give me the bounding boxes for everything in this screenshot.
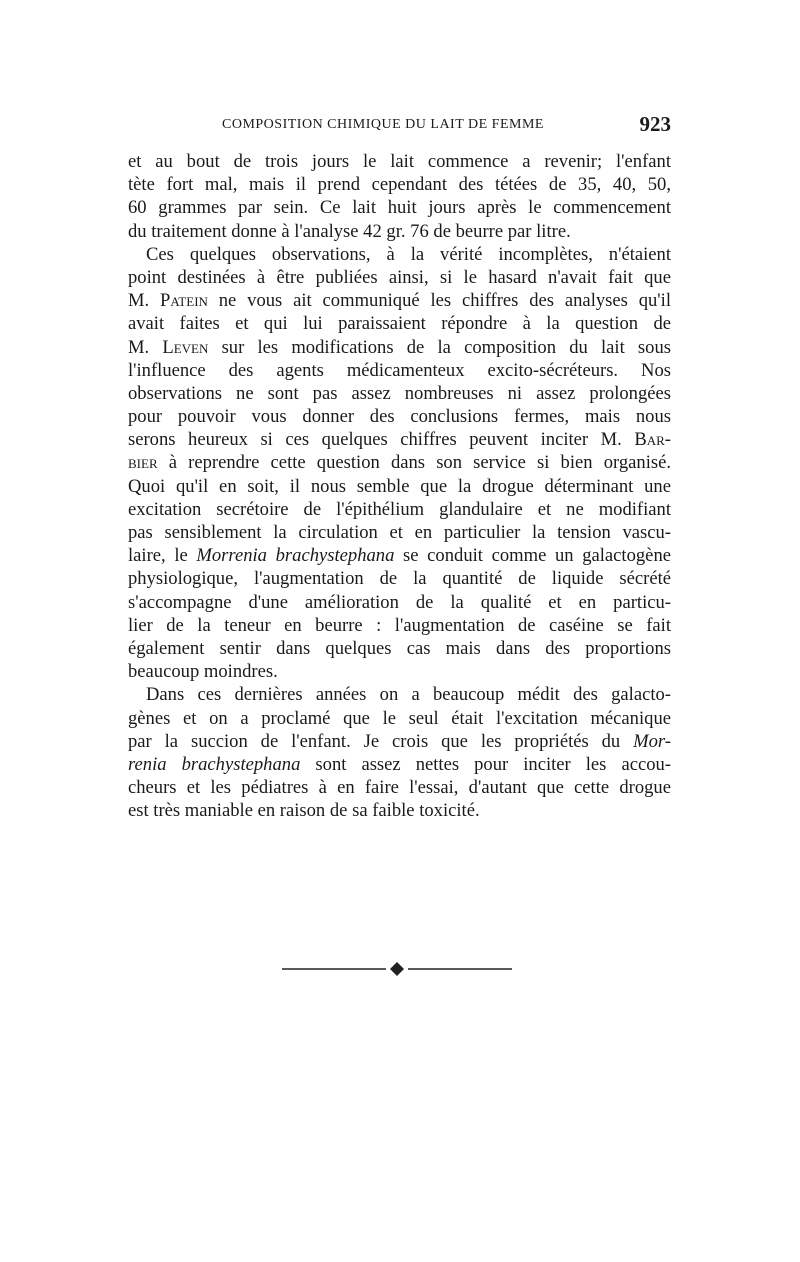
text-line: physiologique, l'augmentation de la quantité de liquide sécrété (128, 568, 671, 590)
text-line: point destinées à être publiées ainsi, si le hasard n'avait fait que (128, 266, 671, 288)
text-line: avait faites et qui lui paraissaient répondre à la question de (128, 313, 671, 335)
text-line (128, 753, 671, 776)
text-line: gènes et on a proclamé que le seul était l'excitation mécanique (128, 707, 671, 729)
text-fragment: ne vous ait communiqué les chiffres des analyses qu'il (207, 290, 671, 312)
text-line (128, 730, 671, 753)
text-line: s'accompagne d'une amélioration de la qualité et en particu- (128, 591, 671, 613)
text-line (128, 544, 671, 567)
text-line: l'influence des agents médicamenteux excito-sécréteurs. Nos (128, 359, 671, 381)
text-line: Quoi qu'il en soit, il nous semble que la drogue déterminant une (128, 475, 671, 497)
species-name: renia brachystephana (128, 753, 301, 775)
section-end-ornament (282, 958, 512, 980)
text-line (128, 428, 671, 451)
author-name-barbier-end: bier (128, 452, 158, 474)
species-name: Morrenia brachystephana (196, 545, 395, 567)
text-fragment: à reprendre cette question dans son service si bien organisé. (157, 452, 671, 474)
text-fragment: se conduit comme un galactogène (394, 545, 671, 567)
text-line: excitation secrétoire de l'épithélium glandulaire et ne modifiant (128, 498, 671, 520)
paragraph-start-line: Ces quelques observations, à la vérité incomplètes, n'étaient (146, 243, 671, 265)
text-fragment: sont assez nettes pour inciter les accou- (300, 753, 671, 775)
running-head (128, 112, 671, 142)
paragraph-start-line: Dans ces dernières années on a beaucoup médit des galacto- (146, 684, 671, 706)
text-fragment: laire, le (128, 545, 197, 567)
text-line: pas sensiblement la circulation et en particulier la tension vascu- (128, 522, 671, 543)
page-number: 923 (639, 112, 671, 136)
text-line: du traitement donne à l'analyse 42 gr. 76 de beurre par litre. (128, 220, 571, 242)
text-line: pour pouvoir vous donner des conclusions fermes, mais nous (128, 406, 671, 428)
species-name: Mor- (633, 730, 671, 752)
text-line (128, 451, 671, 474)
text-line (128, 289, 671, 312)
text-line: tète fort mal, mais il prend cependant des tétées de 35, 40, 50, (128, 174, 671, 196)
author-name-leven: M. Leven (128, 336, 209, 358)
text-line: lier de la teneur en beurre : l'augmentation de caséine se fait (128, 614, 671, 636)
text-line: 60 grammes par sein. Ce lait huit jours après le commencement (128, 197, 671, 219)
text-line: observations ne sont pas assez nombreuses ni assez prolongées (128, 382, 671, 404)
text-fragment: serons heureux si ces quelques chiffres peuvent inciter (128, 429, 601, 451)
text-fragment: sur les modifications de la composition du lait sous (208, 336, 671, 358)
text-line: cheurs et les pédiatres à en faire l'essai, d'autant que cette drogue (128, 777, 671, 799)
text-line: également sentir dans quelques cas mais dans des proportions (128, 637, 671, 659)
text-fragment: par la succion de l'enfant. Je crois que les propriétés du (128, 730, 621, 752)
text-line: est très maniable en raison de sa faible toxicité. (128, 800, 480, 822)
body-text (128, 150, 671, 822)
text-line: beaucoup moindres. (128, 661, 278, 683)
text-line: et au bout de trois jours le lait commence a revenir; l'enfant (128, 151, 671, 172)
diamond-rule-icon (282, 958, 512, 980)
running-title: COMPOSITION CHIMIQUE DU LAIT DE FEMME (222, 117, 544, 132)
text-line (128, 336, 671, 359)
author-name-patein: M. Patein (128, 290, 208, 312)
author-name-barbier: M. Bar- (600, 429, 671, 451)
